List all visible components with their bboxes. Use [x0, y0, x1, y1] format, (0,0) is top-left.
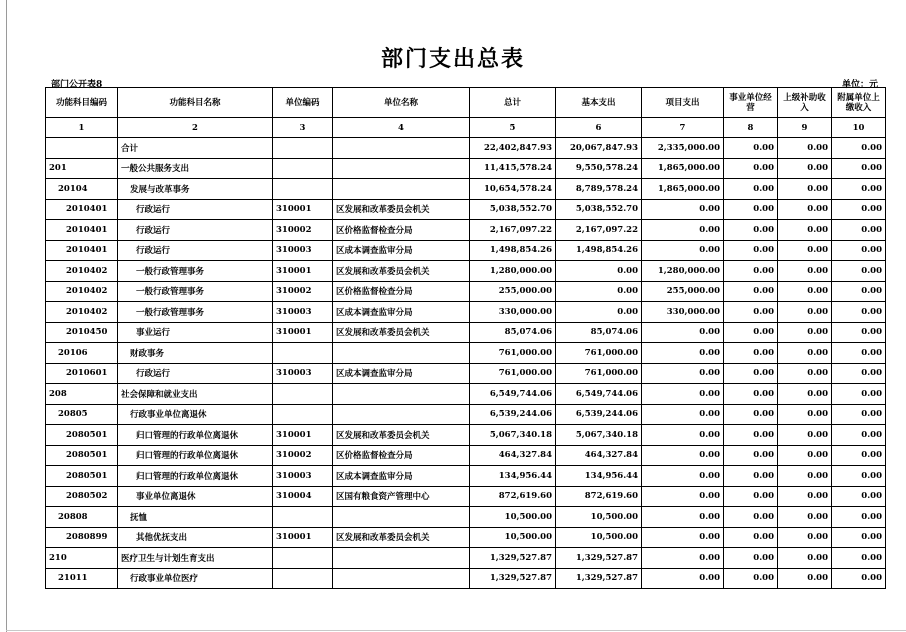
business-cell: 0.00 [724, 507, 778, 528]
table-row [46, 240, 886, 261]
table-row [46, 568, 886, 589]
func-name-cell: 行政事业单位医疗 [118, 568, 273, 589]
column-index: 1 [46, 118, 118, 138]
total-cell: 5,067,340.18 [470, 425, 556, 446]
unit-code-cell: 310002 [273, 220, 333, 241]
project-cell: 1,280,000.00 [642, 261, 724, 282]
business-cell: 0.00 [724, 138, 778, 159]
table-row [46, 322, 886, 343]
project-cell: 0.00 [642, 527, 724, 548]
total-cell: 5,038,552.70 [470, 199, 556, 220]
unit-code-cell [273, 404, 333, 425]
subsidy-cell: 0.00 [778, 138, 832, 159]
basic-cell: 20,067,847.93 [556, 138, 642, 159]
total-cell: 2,167,097.22 [470, 220, 556, 241]
basic-cell: 8,789,578.24 [556, 179, 642, 200]
unit-name-cell: 区价格监督检查分局 [333, 445, 470, 466]
project-cell: 0.00 [642, 343, 724, 364]
func-name-cell: 行政事业单位离退休 [118, 404, 273, 425]
func-name-cell: 财政事务 [118, 343, 273, 364]
func-code-cell: 20106 [46, 343, 118, 364]
unit-name-cell [333, 507, 470, 528]
project-cell: 0.00 [642, 445, 724, 466]
header-cell-func-code: 功能科目编码 [46, 88, 118, 118]
table-row [46, 548, 886, 569]
unit-code-cell: 310003 [273, 363, 333, 384]
business-cell: 0.00 [724, 445, 778, 466]
total-cell: 464,327.84 [470, 445, 556, 466]
project-cell: 0.00 [642, 322, 724, 343]
unit-name-cell: 区成本调查监审分局 [333, 363, 470, 384]
subsidy-cell: 0.00 [778, 445, 832, 466]
basic-cell: 761,000.00 [556, 363, 642, 384]
business-cell: 0.00 [724, 343, 778, 364]
table-row [46, 220, 886, 241]
affiliated-cell: 0.00 [832, 486, 886, 507]
func-name-cell: 归口管理的行政单位离退休 [118, 466, 273, 487]
func-code-cell: 20104 [46, 179, 118, 200]
unit-code-cell: 310003 [273, 466, 333, 487]
header-cell-func-name: 功能科目名称 [118, 88, 273, 118]
affiliated-cell: 0.00 [832, 343, 886, 364]
subsidy-cell: 0.00 [778, 322, 832, 343]
subsidy-cell: 0.00 [778, 281, 832, 302]
affiliated-cell: 0.00 [832, 527, 886, 548]
total-cell: 1,280,000.00 [470, 261, 556, 282]
header-cell-unit-code: 单位编码 [273, 88, 333, 118]
func-code-cell: 2080501 [46, 466, 118, 487]
func-code-cell [46, 138, 118, 159]
unit-code-cell [273, 568, 333, 589]
unit-code-cell: 310002 [273, 445, 333, 466]
business-cell: 0.00 [724, 384, 778, 405]
basic-cell: 1,329,527.87 [556, 548, 642, 569]
unit-name-cell: 区发展和改革委员会机关 [333, 322, 470, 343]
total-cell: 6,539,244.06 [470, 404, 556, 425]
project-cell: 255,000.00 [642, 281, 724, 302]
business-cell: 0.00 [724, 363, 778, 384]
unit-code-cell: 310001 [273, 322, 333, 343]
project-cell: 0.00 [642, 199, 724, 220]
affiliated-cell: 0.00 [832, 158, 886, 179]
unit-code-cell [273, 343, 333, 364]
column-index: 8 [724, 118, 778, 138]
basic-cell: 10,500.00 [556, 507, 642, 528]
affiliated-cell: 0.00 [832, 179, 886, 200]
header-cell-subsidy: 上级补助收入 [778, 88, 832, 118]
unit-name-cell [333, 158, 470, 179]
project-cell: 0.00 [642, 486, 724, 507]
unit-code-cell: 310004 [273, 486, 333, 507]
unit-name-cell [333, 404, 470, 425]
unit-code-cell [273, 158, 333, 179]
column-index: 2 [118, 118, 273, 138]
basic-cell: 872,619.60 [556, 486, 642, 507]
basic-cell: 761,000.00 [556, 343, 642, 364]
affiliated-cell: 0.00 [832, 404, 886, 425]
unit-name-cell [333, 343, 470, 364]
func-name-cell: 社会保障和就业支出 [118, 384, 273, 405]
business-cell: 0.00 [724, 322, 778, 343]
subsidy-cell: 0.00 [778, 568, 832, 589]
unit-name-cell [333, 179, 470, 200]
subsidy-cell: 0.00 [778, 261, 832, 282]
basic-cell: 134,956.44 [556, 466, 642, 487]
header-cell-unit-name: 单位名称 [333, 88, 470, 118]
report-title: 部门支出总表 [380, 46, 525, 72]
currency-unit: 单位：元 [841, 80, 878, 90]
func-name-cell: 一般行政管理事务 [118, 281, 273, 302]
column-index: 6 [556, 118, 642, 138]
table-row [46, 527, 886, 548]
unit-name-cell [333, 384, 470, 405]
unit-code-cell: 310001 [273, 261, 333, 282]
project-cell: 0.00 [642, 404, 724, 425]
unit-name-cell: 区发展和改革委员会机关 [333, 425, 470, 446]
project-cell: 1,865,000.00 [642, 179, 724, 200]
business-cell: 0.00 [724, 466, 778, 487]
table-row [46, 486, 886, 507]
column-index: 10 [832, 118, 886, 138]
func-code-cell: 2080502 [46, 486, 118, 507]
unit-code-cell [273, 548, 333, 569]
business-cell: 0.00 [724, 240, 778, 261]
unit-code-cell [273, 507, 333, 528]
subsidy-cell: 0.00 [778, 363, 832, 384]
business-cell: 0.00 [724, 425, 778, 446]
total-cell: 6,549,744.06 [470, 384, 556, 405]
project-cell: 0.00 [642, 240, 724, 261]
unit-name-cell: 区发展和改革委员会机关 [333, 527, 470, 548]
business-cell: 0.00 [724, 261, 778, 282]
total-cell: 10,500.00 [470, 507, 556, 528]
business-cell: 0.00 [724, 548, 778, 569]
header-cell-total: 总计 [470, 88, 556, 118]
unit-name-cell [333, 138, 470, 159]
basic-cell: 0.00 [556, 302, 642, 323]
unit-name-cell: 区发展和改革委员会机关 [333, 199, 470, 220]
project-cell: 0.00 [642, 425, 724, 446]
func-name-cell: 合计 [118, 138, 273, 159]
func-name-cell: 行政运行 [118, 240, 273, 261]
func-name-cell: 发展与改革事务 [118, 179, 273, 200]
affiliated-cell: 0.00 [832, 384, 886, 405]
total-cell: 10,500.00 [470, 527, 556, 548]
func-code-cell: 2080501 [46, 425, 118, 446]
total-cell: 134,956.44 [470, 466, 556, 487]
subsidy-cell: 0.00 [778, 548, 832, 569]
basic-cell: 10,500.00 [556, 527, 642, 548]
project-cell: 0.00 [642, 568, 724, 589]
basic-cell: 85,074.06 [556, 322, 642, 343]
affiliated-cell: 0.00 [832, 445, 886, 466]
unit-code-cell [273, 138, 333, 159]
column-index: 9 [778, 118, 832, 138]
func-code-cell: 2010401 [46, 199, 118, 220]
affiliated-cell: 0.00 [832, 507, 886, 528]
business-cell: 0.00 [724, 404, 778, 425]
unit-name-cell: 区发展和改革委员会机关 [333, 261, 470, 282]
affiliated-cell: 0.00 [832, 261, 886, 282]
func-code-cell: 210 [46, 548, 118, 569]
subsidy-cell: 0.00 [778, 404, 832, 425]
header-cell-business: 事业单位经营 [724, 88, 778, 118]
subsidy-cell: 0.00 [778, 343, 832, 364]
basic-cell: 9,550,578.24 [556, 158, 642, 179]
project-cell: 1,865,000.00 [642, 158, 724, 179]
subsidy-cell: 0.00 [778, 240, 832, 261]
table-body [46, 138, 886, 589]
table-row [46, 158, 886, 179]
affiliated-cell: 0.00 [832, 548, 886, 569]
column-index: 4 [333, 118, 470, 138]
func-name-cell: 一般公共服务支出 [118, 158, 273, 179]
total-cell: 761,000.00 [470, 363, 556, 384]
page-left-border [6, 0, 7, 632]
func-code-cell: 2010402 [46, 302, 118, 323]
affiliated-cell: 0.00 [832, 281, 886, 302]
table-row [46, 466, 886, 487]
project-cell: 330,000.00 [642, 302, 724, 323]
header-cell-affiliated: 附属单位上缴收入 [832, 88, 886, 118]
total-cell: 11,415,578.24 [470, 158, 556, 179]
business-cell: 0.00 [724, 220, 778, 241]
func-code-cell: 2010601 [46, 363, 118, 384]
func-code-cell: 2010402 [46, 281, 118, 302]
business-cell: 0.00 [724, 179, 778, 200]
total-cell: 10,654,578.24 [470, 179, 556, 200]
table-row [46, 179, 886, 200]
unit-name-cell: 区价格监督检查分局 [333, 220, 470, 241]
basic-cell: 2,167,097.22 [556, 220, 642, 241]
project-cell: 0.00 [642, 363, 724, 384]
func-code-cell: 2010401 [46, 240, 118, 261]
project-cell: 0.00 [642, 548, 724, 569]
table-row [46, 384, 886, 405]
total-cell: 761,000.00 [470, 343, 556, 364]
column-index: 3 [273, 118, 333, 138]
unit-code-cell [273, 179, 333, 200]
subsidy-cell: 0.00 [778, 220, 832, 241]
func-name-cell: 一般行政管理事务 [118, 302, 273, 323]
func-code-cell: 20808 [46, 507, 118, 528]
unit-name-cell: 区成本调查监审分局 [333, 302, 470, 323]
column-index: 7 [642, 118, 724, 138]
affiliated-cell: 0.00 [832, 240, 886, 261]
basic-cell: 6,539,244.06 [556, 404, 642, 425]
table-row [46, 343, 886, 364]
basic-cell: 0.00 [556, 281, 642, 302]
subsidy-cell: 0.00 [778, 179, 832, 200]
project-cell: 0.00 [642, 466, 724, 487]
table-row [46, 363, 886, 384]
unit-name-cell: 区国有粮食资产管理中心 [333, 486, 470, 507]
func-name-cell: 行政运行 [118, 363, 273, 384]
subsidy-cell: 0.00 [778, 302, 832, 323]
total-cell: 872,619.60 [470, 486, 556, 507]
total-cell: 22,402,847.93 [470, 138, 556, 159]
business-cell: 0.00 [724, 527, 778, 548]
business-cell: 0.00 [724, 302, 778, 323]
total-cell: 1,329,527.87 [470, 568, 556, 589]
expenditure-table [45, 87, 886, 589]
func-code-cell: 2010401 [46, 220, 118, 241]
subsidy-cell: 0.00 [778, 466, 832, 487]
table-row [46, 404, 886, 425]
business-cell: 0.00 [724, 158, 778, 179]
unit-name-cell [333, 548, 470, 569]
basic-cell: 1,329,527.87 [556, 568, 642, 589]
subsidy-cell: 0.00 [778, 425, 832, 446]
unit-name-cell: 区成本调查监审分局 [333, 466, 470, 487]
affiliated-cell: 0.00 [832, 302, 886, 323]
func-name-cell: 事业运行 [118, 322, 273, 343]
func-code-cell: 2080501 [46, 445, 118, 466]
func-name-cell: 一般行政管理事务 [118, 261, 273, 282]
total-cell: 330,000.00 [470, 302, 556, 323]
func-name-cell: 其他优抚支出 [118, 527, 273, 548]
unit-code-cell [273, 384, 333, 405]
subsidy-cell: 0.00 [778, 486, 832, 507]
unit-code-cell: 310003 [273, 240, 333, 261]
unit-code-cell: 310001 [273, 425, 333, 446]
total-cell: 1,329,527.87 [470, 548, 556, 569]
column-index: 5 [470, 118, 556, 138]
basic-cell: 6,549,744.06 [556, 384, 642, 405]
project-cell: 0.00 [642, 507, 724, 528]
affiliated-cell: 0.00 [832, 220, 886, 241]
subsidy-cell: 0.00 [778, 199, 832, 220]
func-code-cell: 20805 [46, 404, 118, 425]
table-row [46, 138, 886, 159]
total-cell: 255,000.00 [470, 281, 556, 302]
func-code-cell: 208 [46, 384, 118, 405]
basic-cell: 5,038,552.70 [556, 199, 642, 220]
unit-code-cell: 310001 [273, 199, 333, 220]
subsidy-cell: 0.00 [778, 507, 832, 528]
project-cell: 2,335,000.00 [642, 138, 724, 159]
func-name-cell: 行政运行 [118, 220, 273, 241]
func-code-cell: 2010450 [46, 322, 118, 343]
basic-cell: 464,327.84 [556, 445, 642, 466]
func-code-cell: 2080899 [46, 527, 118, 548]
unit-code-cell: 310002 [273, 281, 333, 302]
unit-code-cell: 310001 [273, 527, 333, 548]
func-code-cell: 201 [46, 158, 118, 179]
business-cell: 0.00 [724, 568, 778, 589]
header-cell-project: 项目支出 [642, 88, 724, 118]
column-index-row [46, 118, 886, 138]
business-cell: 0.00 [724, 199, 778, 220]
project-cell: 0.00 [642, 384, 724, 405]
basic-cell: 0.00 [556, 261, 642, 282]
subsidy-cell: 0.00 [778, 527, 832, 548]
func-code-cell: 21011 [46, 568, 118, 589]
total-cell: 85,074.06 [470, 322, 556, 343]
affiliated-cell: 0.00 [832, 322, 886, 343]
table-row [46, 507, 886, 528]
table-row [46, 302, 886, 323]
func-name-cell: 行政运行 [118, 199, 273, 220]
form-number: 部门公开表8 [51, 80, 103, 90]
business-cell: 0.00 [724, 281, 778, 302]
unit-name-cell [333, 568, 470, 589]
func-name-cell: 抚恤 [118, 507, 273, 528]
affiliated-cell: 0.00 [832, 363, 886, 384]
unit-code-cell: 310003 [273, 302, 333, 323]
business-cell: 0.00 [724, 486, 778, 507]
unit-name-cell: 区价格监督检查分局 [333, 281, 470, 302]
table-row [46, 199, 886, 220]
page-bottom-border [6, 630, 906, 631]
project-cell: 0.00 [642, 220, 724, 241]
func-code-cell: 2010402 [46, 261, 118, 282]
affiliated-cell: 0.00 [832, 199, 886, 220]
header-cell-basic: 基本支出 [556, 88, 642, 118]
subsidy-cell: 0.00 [778, 384, 832, 405]
unit-name-cell: 区成本调查监审分局 [333, 240, 470, 261]
basic-cell: 1,498,854.26 [556, 240, 642, 261]
affiliated-cell: 0.00 [832, 425, 886, 446]
table-row [46, 445, 886, 466]
total-cell: 1,498,854.26 [470, 240, 556, 261]
basic-cell: 5,067,340.18 [556, 425, 642, 446]
func-name-cell: 归口管理的行政单位离退休 [118, 445, 273, 466]
table-row [46, 261, 886, 282]
func-name-cell: 事业单位离退休 [118, 486, 273, 507]
table-row [46, 281, 886, 302]
header-row [46, 88, 886, 118]
affiliated-cell: 0.00 [832, 138, 886, 159]
affiliated-cell: 0.00 [832, 466, 886, 487]
table-row [46, 425, 886, 446]
func-name-cell: 医疗卫生与计划生育支出 [118, 548, 273, 569]
func-name-cell: 归口管理的行政单位离退休 [118, 425, 273, 446]
affiliated-cell: 0.00 [832, 568, 886, 589]
subsidy-cell: 0.00 [778, 158, 832, 179]
